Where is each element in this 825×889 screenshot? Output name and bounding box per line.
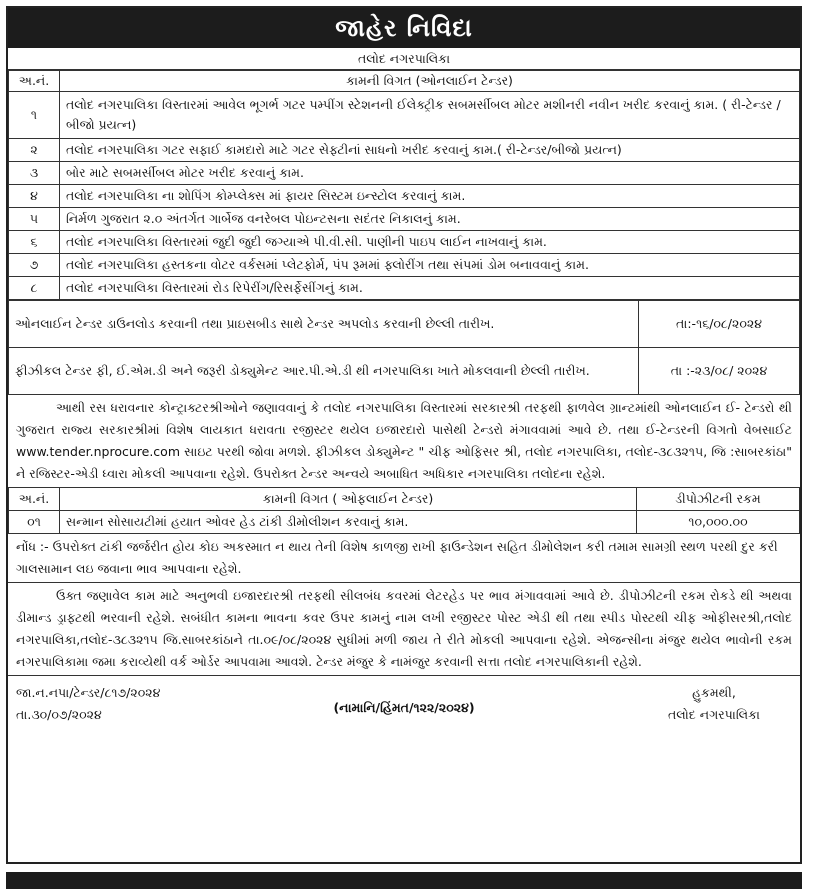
- deadline-row: [9, 348, 800, 395]
- row-deposit: ૧૦,૦૦૦.૦૦: [637, 511, 800, 534]
- row-desc: નિર્મળ ગુજરાત ૨.૦ અંતર્ગત ગાર્બેજ વનરેબલ પોઇન્ટસના સદંતર નિકાલનું કામ.: [60, 208, 800, 231]
- row-desc: તલોદ નગરપાલિકા હસ્તકના વોટર વર્કસમાં પ્લેટફોર્મ, પંપ રૂમમાં ફ્લોરીંગ તથા સંપમાં ડોમ બનાવવાનું કામ.: [60, 254, 800, 277]
- col-header-desc: કામની વિગત ( ઓફલાઈન ટેન્ડર): [60, 488, 637, 511]
- reference-date: તા.૩૦/૦૭/૨૦૨૪: [16, 707, 102, 722]
- reference-number: જા.ન.નપા/ટેન્ડર/૮૧૭/૨૦૨૪: [16, 685, 161, 700]
- notice-frame: [6, 6, 802, 864]
- table-header-row: [9, 71, 800, 92]
- signature-block: [668, 682, 760, 726]
- online-tender-table: [8, 70, 800, 300]
- table-row: [9, 139, 800, 162]
- publication-code: (નામાનિ/હિંમત/૧૨૨/૨૦૨૪): [333, 700, 475, 715]
- deadline-row: [9, 301, 800, 348]
- table-row: [9, 208, 800, 231]
- deadline-label: ઓનલાઈન ટેન્ડર ડાઉનલોડ કરવાની તથા પ્રાઇસબીડ સાથે ટેન્ડર અપલોડ કરવાની છેલ્લી તારીખ.: [9, 301, 639, 348]
- note-text: નોંધ :- ઉપરોક્ત ટાંકી જર્જરીત હોય કોઇ અકસ્માત ન થાય તેની વિશેષ કાળજી રાખી ફાઉન્ડેશન સહિત ડીમોલેશન કરી તમામ સામગ્રી સ્થળ પરથી દુર કરી ગાલસામાન લઇ જવાના ભાવ આપવાના રહેશે.: [8, 534, 800, 583]
- table-row: [9, 254, 800, 277]
- row-no: ૫: [9, 208, 60, 231]
- table-row: [9, 162, 800, 185]
- table-row: [9, 231, 800, 254]
- col-header-deposit: ડીપોઝીટની રકમ: [637, 488, 800, 511]
- col-header-no: અ.નં.: [9, 488, 60, 511]
- row-desc: તલોદ નગરપાલિકા વિસ્તારમાં જુદી જુદી જગ્યાએ પી.વી.સી. પાણીની પાઇપ લાઈન નાખવાનું કામ.: [60, 231, 800, 254]
- row-no: ૬: [9, 231, 60, 254]
- deadline-table: [8, 300, 800, 395]
- table-row: [9, 511, 800, 534]
- col-header-desc: કામની વિગત (ઓનલાઈન ટેન્ડર): [60, 71, 800, 92]
- signature-line-1: હુકમથી,: [692, 685, 736, 700]
- row-no: ૩: [9, 162, 60, 185]
- online-instructions-paragraph: આથી રસ ધરાવનાર કોન્ટ્રાક્ટરશ્રીઓને જણાવવાનું કે તલોદ નગરપાલિકા વિસ્તારમાં સરકારશ્રી તરફથી ફાળવેલ ગ્રાન્ટમાંથી ઓનલાઈન ઈ- ટેન્ડરો થી ગુજરાત રાજ્ય સરકારશ્રીમાં વિશેષ લાયકાત ધરાવતા રજીસ્ટર થયેલ ઇજારદારો પાસેથી ટેન્ડરો મંગાવવામાં આવે છે. તથા ઈ-ટેન્ડરની વિગતો વેબસાઈટ www.tender.nprocure.com સાઇટ પરથી જોવા મળશે. ફીઝીકલ ડોક્યુમેન્ટ " ચીફ ઓફિસર શ્રી, તલોદ નગરપાલિકા, તલોદ-૩૮૩૨૧૫, જિ :સાબરકાંઠા" ને રજિસ્ટર-એડી ધ્વારા મોકલી આપવાના રહેશે. ઉપરોક્ત ટેન્ડર અન્વયે અબાધિત અધિકાર નગરપાલિકા તલોદના રહેશે.: [16, 400, 792, 481]
- row-desc: બોર માટે સબમર્સીબલ મોટર ખરીદ કરવાનું કામ.: [60, 162, 800, 185]
- table-header-row: [9, 488, 800, 511]
- row-desc: તલોદ નગરપાલિકા વિસ્તારમાં આવેલ ભૂગર્ભ ગટર પમ્પીંગ સ્ટેશનની ઈલેક્ટ્રીક સબમર્સીબલ મોટર મશીનરી નવીન ખરીદ કરવાનું કામ. ( રી-ટેન્ડર /બીજો પ્રયત્ન): [60, 92, 800, 139]
- footer: [8, 676, 800, 724]
- deadline-date: તા :-૨૩/૦૮/ ૨૦૨૪: [639, 348, 800, 395]
- deadline-label: ફીઝીકલ ટેન્ડર ફી, ઈ.એમ.ડી અને જરૂરી ડોક્યુમેન્ટ આર.પી.એ.ડી થી નગરપાલિકા ખાતે મોકલવાની છેલ્લી તારીખ.: [9, 348, 639, 395]
- signature-line-2: તલોદ નગરપાલિકા: [667, 707, 760, 722]
- row-desc: સન્માન સોસાયટીમાં હયાત ઓવર હેડ ટાંકી ડીમોલીશન કરવાનું કામ.: [60, 511, 637, 534]
- notice-title: જાહેર નિવિદા: [8, 8, 800, 48]
- row-no: ૨: [9, 139, 60, 162]
- row-desc: તલોદ નગરપાલિકા વિસ્તારમાં રોડ રિપેરીંગ/રિસર્ફેસીંગનું કામ.: [60, 277, 800, 300]
- offline-tender-table: [8, 487, 800, 534]
- row-desc: તલોદ નગરપાલિકા ના શોપિંગ કોમ્પ્લેક્સ માં ફાયર સિસ્ટમ ઇન્સ્ટોલ કરવાનું કામ.: [60, 185, 800, 208]
- row-no: ૦૧: [9, 511, 60, 534]
- row-no: ૭: [9, 254, 60, 277]
- offline-instructions-paragraph: ઉક્ત જણાવેલ કામ માટે અનુભવી ઇજારદારશ્રી તરફથી સીલબંધ કવરમાં લેટરહેડ પર ભાવ મંગાવવામાં આવે છે. ડીપોઝીટની રકમ રોકડે થી અથવા ડીમાન્ડ ડ્રાફ્ટથી ભરવાની રહેશે. સબંધીત કામના ભાવના કવર ઉપર કામનું નામ લખી રજીસ્ટર પોસ્ટ એડી થી તથા સ્પીડ પોસ્ટથી ચીફ ઓફીસરશ્રી,તલોદ નગરપાલિકા,તલોદ-૩૮૩૨૧૫ જિ.સાબરકાંઠાને તા.૦૯/૦૮/૨૦૨૪ સુધીમાં મળી જાય તે રીતે મોકલી આપવાના રહેશે. એજન્સીના મંજુર થયેલ ભાવોની રકમ નગરપાલિકામા જમા કરાવ્યેથી વર્ક ઓર્ડર આપવામા આવશે. ટેન્ડર મંજુર કે નામંજુર કરવાની સત્તા તલોદ નગરપાલિકાની રહેશે.: [8, 583, 800, 676]
- deadline-date: તા:-૧૬/૦૮/૨૦૨૪: [639, 301, 800, 348]
- table-row: [9, 277, 800, 300]
- col-header-no: અ.નં.: [9, 71, 60, 92]
- table-row: [9, 92, 800, 139]
- row-no: ૮: [9, 277, 60, 300]
- office-name: તલોદ નગરપાલિકા: [8, 48, 800, 70]
- row-no: ૪: [9, 185, 60, 208]
- table-row: [9, 185, 800, 208]
- bottom-band: [6, 872, 802, 889]
- row-desc: તલોદ નગરપાલિકા ગટર સફાઈ કામદારો માટે ગટર સેફ્ટીનાં સાધનો ખરીદ કરવાનું કામ.( રી-ટેન્ડર/બીજો પ્રયત્ન): [60, 139, 800, 162]
- row-no: ૧: [9, 92, 60, 139]
